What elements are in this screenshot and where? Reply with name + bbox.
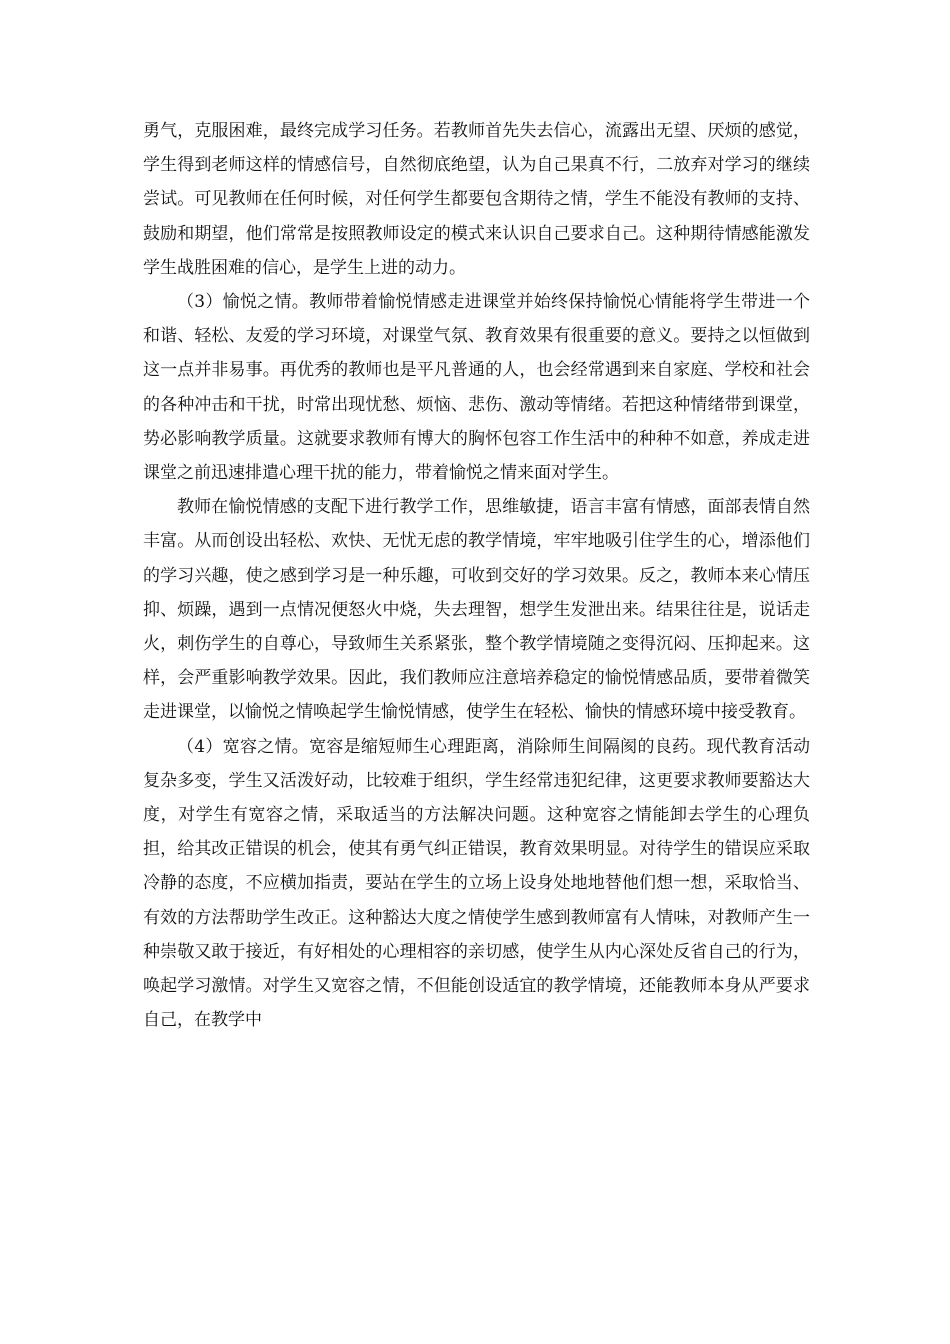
document-page — [143, 114, 810, 1037]
paragraph-joy: （3）愉悦之情。教师带着愉悦情感走进课堂并始终保持愉悦心情能将学生带进一个和谐、轻松、友爱的学习环境，对课堂气氛、教育效果有很重要的意义。要持之以恒做到这一点并非易事。再优秀的教师也是平凡普通的人，也会经常遇到来自家庭、学校和社会的各种冲击和干扰，时常出现忧愁、烦恼、悲伤、激动等情绪。若把这种情绪带到课堂，势必影响教学质量。这就要求教师有博大的胸怀包容工作生活中的种种不如意，养成走进课堂之前迅速排遣心理干扰的能力，带着愉悦之情来面对学生。 — [143, 292, 810, 484]
paragraph-joy-effects: 教师在愉悦情感的支配下进行教学工作，思维敏捷，语言丰富有情感，面部表情自然丰富。从而创设出轻松、欢快、无忧无虑的教学情境，牢牢地吸引住学生的心，增添他们的学习兴趣，使之感到学习是一种乐趣，可收到交好的学习效果。反之，教师本来心情压抑、烦躁，遇到一点情况便怒火中烧，失去理智，想学生发泄出来。结果往往是，说话走火，刺伤学生的自尊心，导致师生关系紧张，整个教学情境随之变得沉闷、压抑起来。这样，会严重影响教学效果。因此，我们教师应注意培养稳定的愉悦情感品质，要带着微笑走进课堂，以愉悦之情唤起学生愉悦情感，使学生在轻松、愉快的情感环境中接受教育。 — [143, 497, 810, 723]
paragraph-expectation-continued: 勇气，克服困难，最终完成学习任务。若教师首先失去信心，流露出无望、厌烦的感觉，学生得到老师这样的情感信号，自然彻底绝望，认为自己果真不行，二放弃对学习的继续尝试。可见教师在任何时候，对任何学生都要包含期待之情，学生不能没有教师的支持、鼓励和期望，他们常常是按照教师设定的模式来认识自己要求自己。这种期待情感能激发学生战胜困难的信心，是学生上进的动力。 — [143, 121, 810, 278]
paragraph-tolerance: （4）宽容之情。宽容是缩短师生心理距离，消除师生间隔阂的良药。现代教育活动复杂多变，学生又活泼好动，比较难于组织，学生经常违犯纪律，这更要求教师要豁达大度，对学生有宽容之情，采取适当的方法解决问题。这种宽容之情能卸去学生的心理负担，给其改正错误的机会，使其有勇气纠正错误，教育效果明显。对待学生的错误应采取冷静的态度，不应横加指责，要站在学生的立场上设身处地地替他们想一想，采取恰当、有效的方法帮助学生改正。这种豁达大度之情使学生感到教师富有人情味，对教师产生一种崇敬又敢于接近，有好相处的心理相容的亲切感，使学生从内心深处反省自己的行为，唤起学习激情。对学生又宽容之情，不但能创设适宜的教学情境，还能教师本身从严要求自己，在教学中 — [143, 736, 810, 1031]
